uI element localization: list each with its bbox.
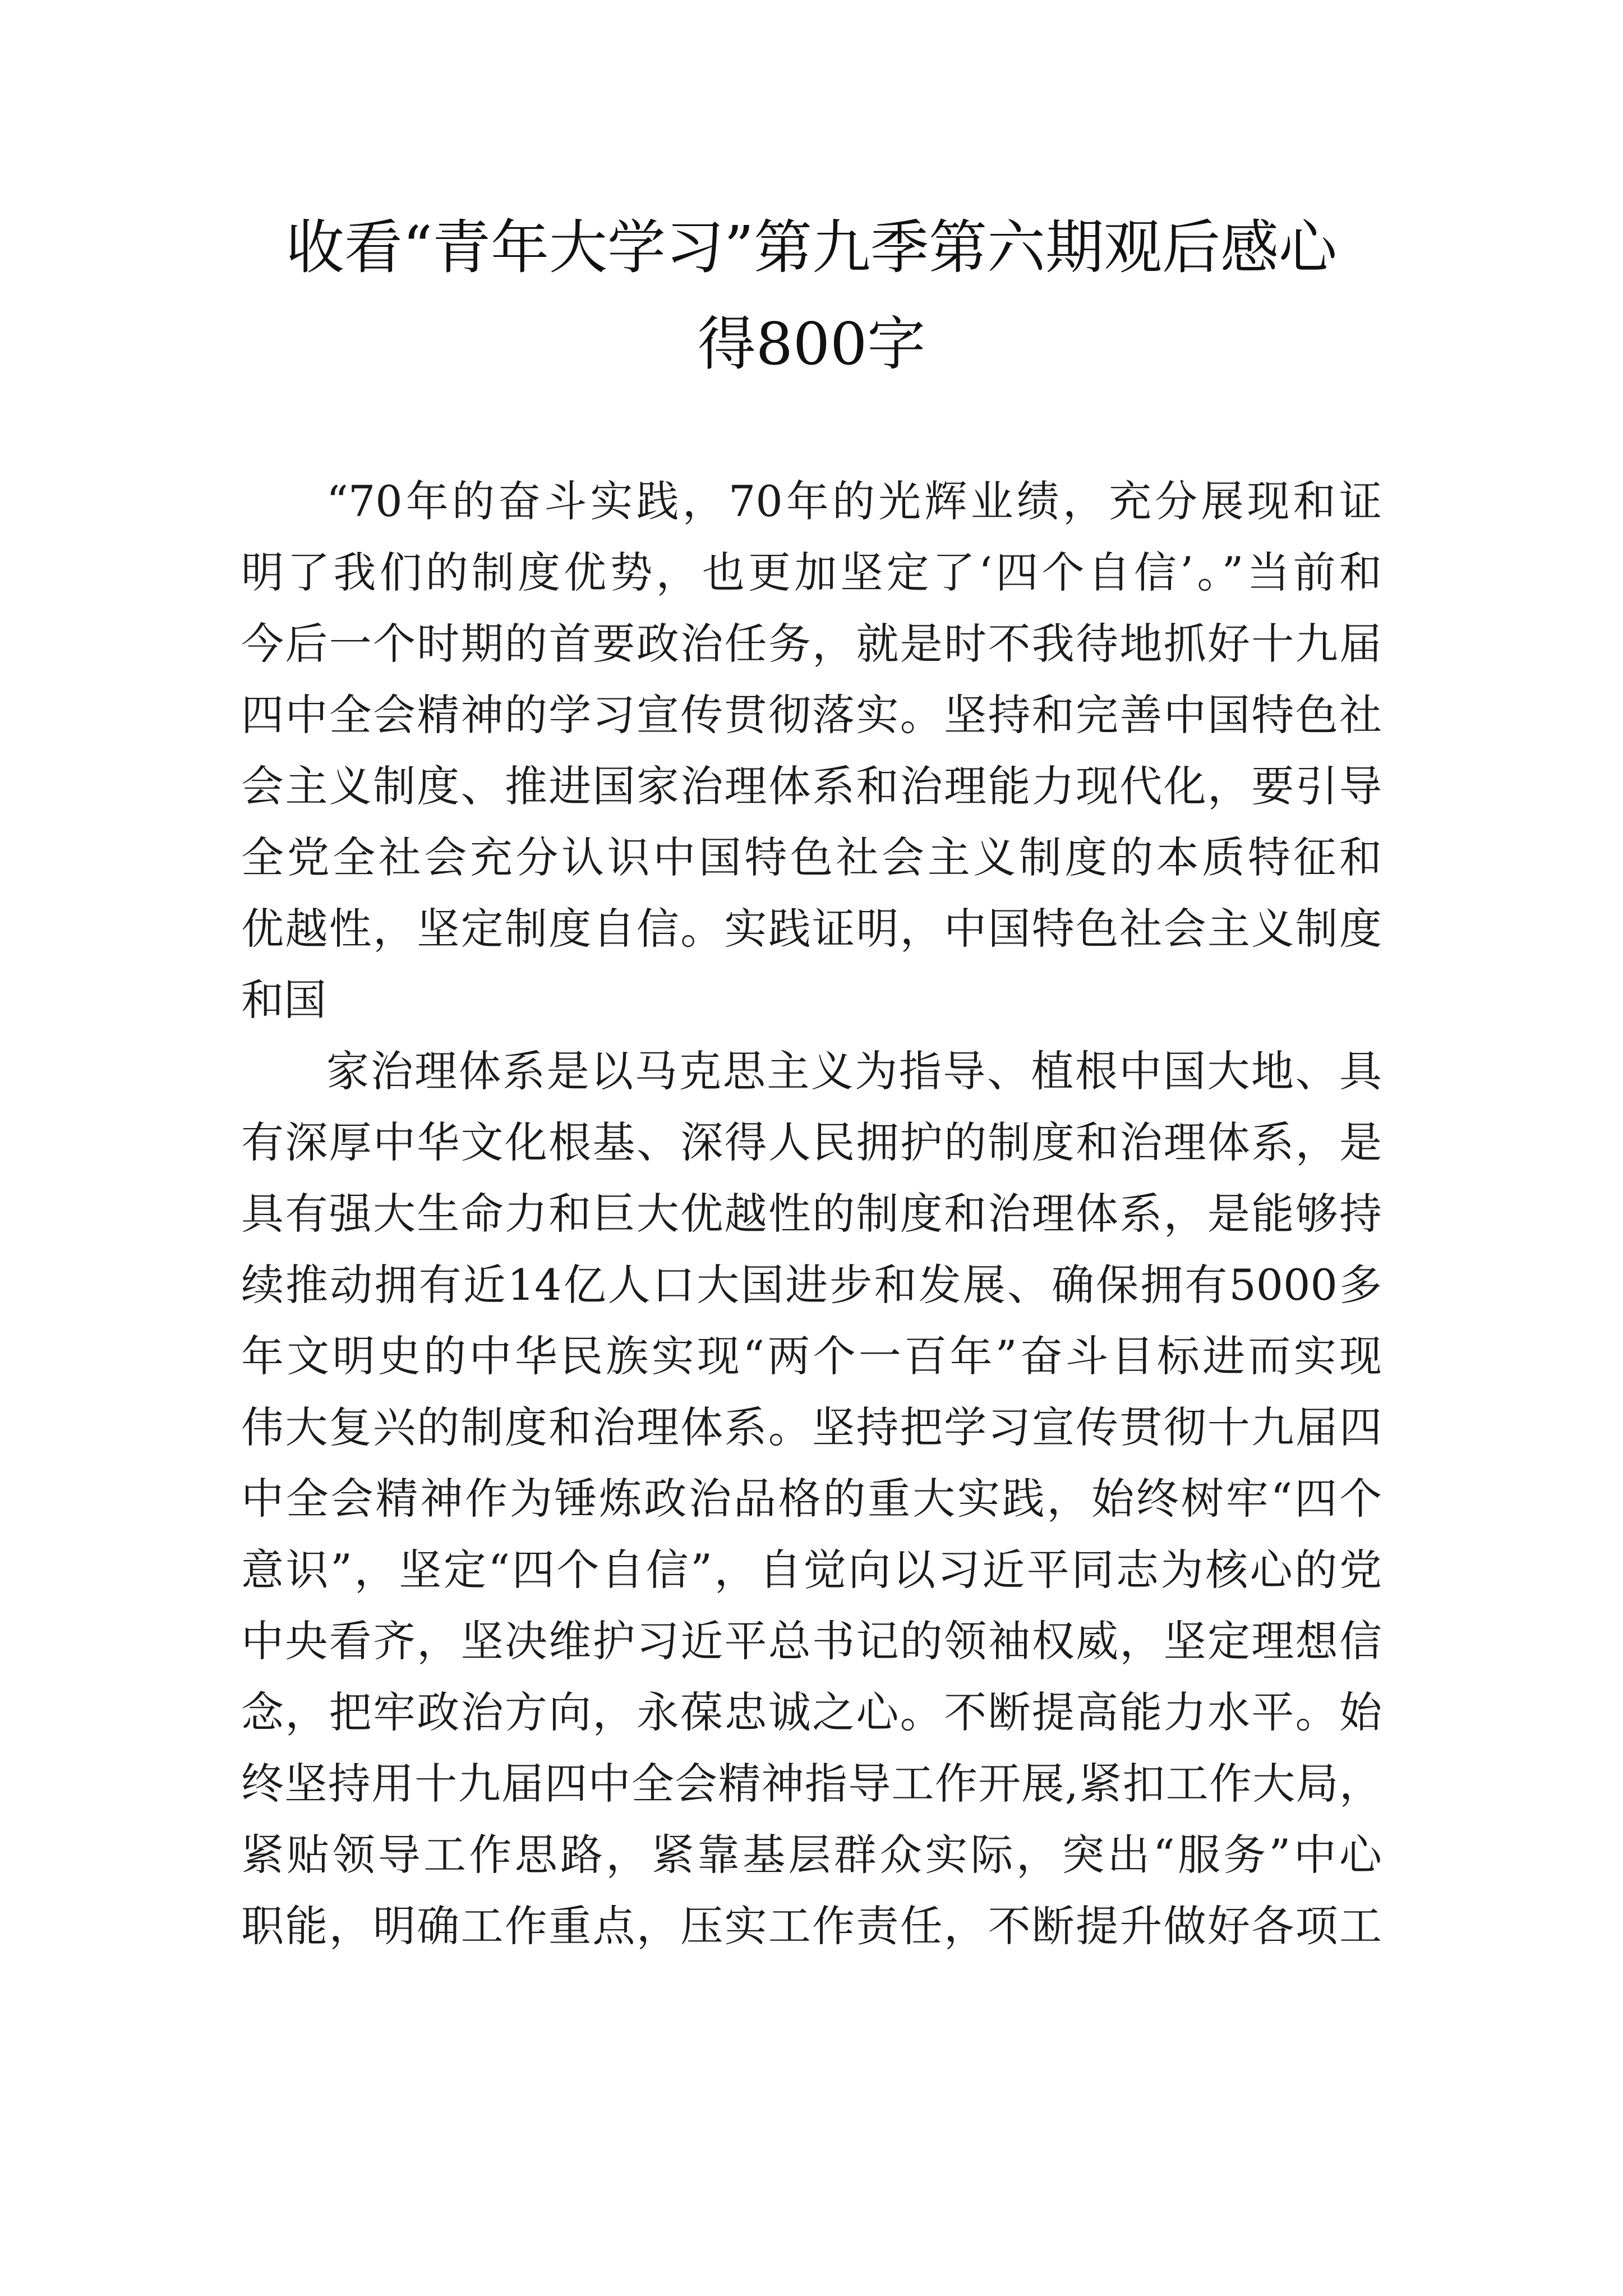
text-line: 年文明史的中华民族实现“两个一百年”奋斗目标进而实现	[241, 1331, 1382, 1381]
text-line: 念，把牢政治方向，永葆忠诚之心。不断提高能力水平。始	[241, 1687, 1382, 1737]
text-line: 和国	[241, 975, 326, 1025]
text-line: 意识”，坚定“四个自信”，自觉向以习近平同志为核心的党	[241, 1545, 1382, 1595]
text-line: 会主义制度、推进国家治理体系和治理能力现代化，要引导	[241, 761, 1382, 811]
title-line: 得800字	[697, 310, 926, 378]
text-line: 中全会精神作为锤炼政治品格的重大实践，始终树牢“四个	[241, 1474, 1382, 1524]
text-line: 家治理体系是以马克思主义为指导、植根中国大地、具	[326, 1046, 1382, 1096]
text-line: 紧贴领导工作思路，紧靠基层群众实际，突出“服务”中心	[241, 1830, 1382, 1880]
text-line: 中央看齐，坚决维护习近平总书记的领袖权威，坚定理想信	[241, 1616, 1382, 1666]
text-line: 终坚持用十九届四中全会精神指导工作开展,紧扣工作大局，	[241, 1759, 1382, 1809]
document-body	[241, 466, 1382, 1962]
document-title	[241, 199, 1382, 392]
paragraph-2	[241, 1036, 1382, 1962]
text-line: 续推动拥有近14亿人口大国进步和发展、确保拥有5000多	[241, 1260, 1382, 1310]
text-line: 优越性，坚定制度自信。实践证明，中国特色社会主义制度	[241, 904, 1382, 954]
text-line: 职能，明确工作重点，压实工作责任，不断提升做好各项工	[241, 1901, 1382, 1951]
text-line: “70年的奋斗实践，70年的光辉业绩，充分展现和证	[326, 476, 1382, 526]
paragraph-1	[241, 466, 1382, 1036]
text-line: 伟大复兴的制度和治理体系。坚持把学习宣传贯彻十九届四	[241, 1402, 1382, 1452]
text-line: 有深厚中华文化根基、深得人民拥护的制度和治理体系，是	[241, 1117, 1382, 1167]
text-line: 今后一个时期的首要政治任务，就是时不我待地抓好十九届	[241, 619, 1382, 669]
title-line: 收看“青年大学习”第九季第六期观后感心	[285, 213, 1338, 282]
text-line: 明了我们的制度优势，也更加坚定了‘四个自信’。”当前和	[241, 547, 1382, 597]
text-line: 全党全社会充分认识中国特色社会主义制度的本质特征和	[241, 832, 1382, 882]
text-line: 四中全会精神的学习宣传贯彻落实。坚持和完善中国特色社	[241, 690, 1382, 740]
text-line: 具有强大生命力和巨大优越性的制度和治理体系，是能够持	[241, 1189, 1382, 1239]
